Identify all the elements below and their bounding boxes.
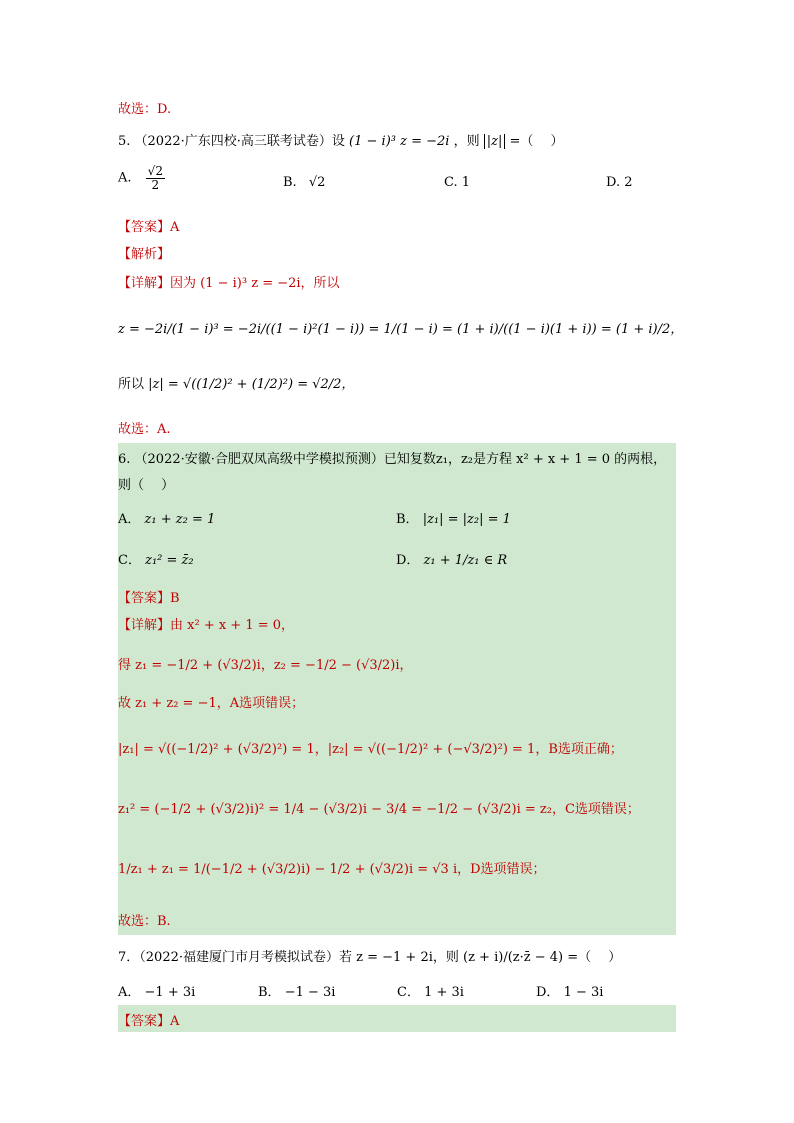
q6-option-d-text: z₁ + 1/z₁ ∈ R bbox=[423, 553, 508, 568]
q7-option-c bbox=[397, 981, 464, 1000]
q5-equation-2 bbox=[118, 373, 354, 392]
q6-option-d bbox=[396, 549, 507, 568]
q6-option-d-label: D． bbox=[396, 553, 420, 568]
q5-equation-2-prefix: 所以 bbox=[118, 377, 145, 392]
q5-detail-text: 因为 (1 − i)³ z = −2i，所以 bbox=[170, 276, 340, 291]
q6-option-a bbox=[118, 508, 215, 527]
q5-option-a bbox=[118, 165, 167, 191]
q5-stem bbox=[118, 130, 564, 149]
q5-detail-label: 【详解】 bbox=[118, 276, 171, 291]
q6-option-a-text: z₁ + z₂ = 1 bbox=[144, 512, 216, 527]
q5-analysis-label: 【解析】 bbox=[118, 247, 171, 262]
q6-option-a-label: A． bbox=[118, 512, 141, 527]
q6-answer: 【答案】B bbox=[118, 591, 180, 606]
q5-option-b-label: B. bbox=[283, 175, 297, 190]
q7-option-c-text: 1 + 3i bbox=[424, 985, 464, 1000]
q5-option-c-text: 1 bbox=[461, 175, 471, 190]
q6-detail-text: 由 x² + x + 1 = 0， bbox=[170, 618, 295, 633]
q6-step-1: 得 z₁ = −1/2 + (√3/2)i，z₂ = −1/2 − (√3/2)i， bbox=[118, 658, 413, 673]
q7-stem: 7．（2022·福建厦门市月考模拟试卷）若 z = −1 + 2i，则 (z + i)/(z·z̄ − 4) =（ ） bbox=[118, 950, 622, 965]
q5-equation-1: z = −2i/(1 − i)³ = −2i/((1 − i)²(1 − i)) = 1/(1 − i) = (1 + i)/((1 − i)(1 + i)) = (1 + i)/2， bbox=[118, 322, 684, 337]
previous-conclusion: 故选：D. bbox=[118, 102, 172, 117]
q7-option-d-label: D． bbox=[536, 985, 560, 1000]
q5-stem-suffix: =（ ） bbox=[509, 134, 564, 149]
q6-conclusion: 故选：B. bbox=[118, 914, 171, 929]
q6-option-b bbox=[396, 508, 511, 527]
q6-option-c-text: z₁² = z̄₂ bbox=[145, 553, 194, 568]
q6-stem-continued: 则（ ） bbox=[118, 478, 175, 493]
q5-option-b-text: √2 bbox=[308, 175, 326, 190]
q5-option-a-fraction bbox=[146, 165, 165, 191]
q5-stem-expr: (1 − i)³ z = −2i bbox=[349, 134, 450, 149]
q7-option-d-text: 1 − 3i bbox=[563, 985, 604, 1000]
q7-option-b-text: −1 − 3i bbox=[284, 985, 336, 1000]
q6-option-c bbox=[118, 549, 194, 568]
q6-option-c-label: C． bbox=[118, 553, 141, 568]
q5-option-c-label: C. bbox=[444, 175, 458, 190]
q5-option-a-num: √2 bbox=[147, 164, 163, 178]
q6-option-b-label: B． bbox=[396, 512, 419, 527]
q6-option-b-text: |z₁| = |z₂| = 1 bbox=[422, 512, 511, 527]
q6-step-2: 故 z₁ + z₂ = −1，A选项错误； bbox=[118, 696, 305, 711]
q6-step-3: |z₁| = √((−1/2)² + (√3/2)²) = 1，|z₂| = √((−1/2)² + (−√3/2)²) = 1，B选项正确； bbox=[118, 742, 623, 757]
q7-option-c-label: C． bbox=[397, 985, 420, 1000]
q5-option-a-den: 2 bbox=[151, 177, 160, 192]
q6-detail bbox=[118, 614, 294, 633]
q7-option-a bbox=[118, 981, 195, 1000]
q5-option-d-label: D. bbox=[606, 175, 621, 190]
q5-stem-prefix: 5. （2022·广东四校·高三联考试卷）设 bbox=[118, 134, 345, 149]
q5-option-d-text: 2 bbox=[624, 175, 633, 190]
q6-detail-label: 【详解】 bbox=[118, 618, 171, 633]
q6-step-5: 1/z₁ + z₁ = 1/(−1/2 + (√3/2)i) − 1/2 + (√3/2)i = √3 i，D选项错误； bbox=[118, 862, 546, 877]
q7-option-a-label: A． bbox=[118, 985, 141, 1000]
q7-answer-highlight bbox=[118, 1005, 676, 1032]
q5-detail bbox=[118, 272, 340, 291]
q6-stem: 6. （2022·安徽·合肥双凤高级中学模拟预测）已知复数z₁，z₂是方程 x² + x + 1 = 0 的两根， bbox=[118, 452, 667, 467]
q7-option-d bbox=[536, 981, 603, 1000]
q5-option-c bbox=[444, 175, 470, 190]
q5-stem-mid: ，则 bbox=[453, 134, 480, 149]
q5-conclusion: 故选：A. bbox=[118, 422, 171, 437]
q5-option-a-label: A. bbox=[118, 170, 132, 186]
q5-answer: 【答案】A bbox=[118, 220, 180, 235]
q5-option-b bbox=[283, 175, 325, 190]
q7-option-b-label: B． bbox=[258, 985, 281, 1000]
q5-stem-abs: |z| bbox=[484, 134, 506, 149]
q5-equation-2-expr: |z| = √((1/2)² + (1/2)²) = √2/2， bbox=[148, 377, 355, 392]
q6-step-4: z₁² = (−1/2 + (√3/2)i)² = 1/4 − (√3/2)i − 3/4 = −1/2 − (√3/2)i = z₂，C选项错误； bbox=[118, 802, 640, 817]
q7-answer: 【答案】A bbox=[118, 1014, 180, 1029]
q7-option-a-text: −1 + 3i bbox=[144, 985, 196, 1000]
q5-option-d bbox=[606, 175, 633, 190]
q7-option-b bbox=[258, 981, 335, 1000]
